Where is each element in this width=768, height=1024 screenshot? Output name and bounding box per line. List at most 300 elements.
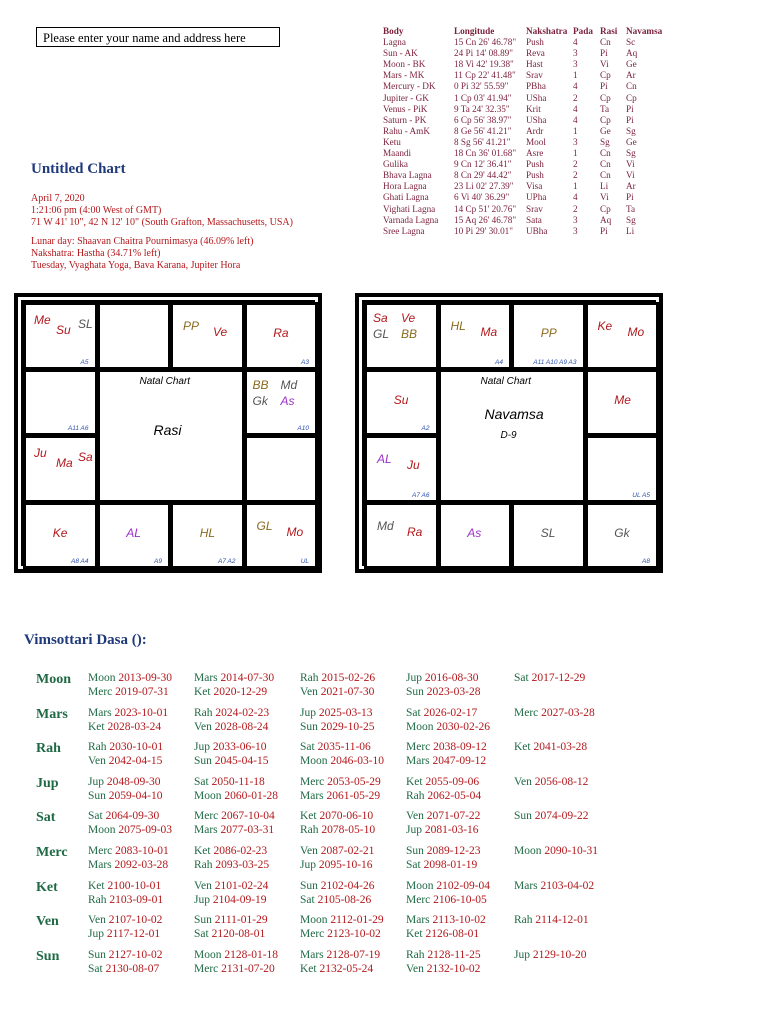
birth-time: 1:21:06 pm (4:00 West of GMT) — [31, 205, 162, 216]
antar-dasa-date: 2078-05-10 — [321, 824, 376, 837]
table-cell: Push — [526, 170, 544, 181]
antar-dasa-planet: Merc — [300, 928, 325, 941]
maha-dasa-label: Moon — [36, 672, 71, 687]
table-cell: 1 — [573, 148, 578, 159]
antar-dasa-planet: Sat — [300, 741, 315, 754]
name-address-input[interactable]: Please enter your name and address here — [36, 27, 280, 47]
antar-dasa-entry — [88, 721, 161, 733]
antar-dasa-entry — [300, 824, 375, 836]
table-header-cell: Nakshatra — [526, 26, 568, 36]
arudha-labels: A7 A6 — [412, 491, 430, 499]
birth-location: 71 W 41' 10", 42 N 12' 10" (South Grafton, Massachusetts, USA) — [31, 217, 293, 228]
house-aquarius — [364, 369, 439, 437]
antar-dasa-planet: Rah — [194, 706, 213, 719]
planet-hl: HL — [199, 525, 216, 540]
antar-dasa-entry — [88, 707, 168, 719]
antar-dasa-date: 2025-03-13 — [318, 706, 373, 719]
antar-dasa-date: 2093-03-25 — [215, 859, 270, 871]
antar-dasa-date: 2107-10-02 — [108, 914, 163, 927]
antar-dasa-entry — [194, 755, 268, 767]
dasa-period-jup — [0, 774, 768, 808]
table-cell: 3 — [573, 214, 578, 225]
arudha-labels: A4 — [495, 358, 503, 366]
table-cell: Aq — [626, 48, 638, 59]
planet-pp: PP — [183, 319, 200, 333]
arudha-labels: A11 A10 A9 A3 — [533, 358, 577, 366]
antar-dasa-date: 2117-12-01 — [106, 928, 161, 941]
planet-ma: Ma — [480, 325, 498, 339]
antar-dasa-date: 2130-08-07 — [105, 962, 160, 975]
dasa-period-sun — [0, 947, 768, 981]
antar-dasa-date: 2027-03-28 — [541, 706, 595, 719]
antar-dasa-entry — [88, 859, 168, 871]
table-cell: Li — [626, 225, 635, 236]
antar-dasa-date: 2038-09-12 — [433, 741, 487, 754]
dasa-period-ven — [0, 912, 768, 946]
antar-dasa-date: 2021-07-30 — [320, 686, 375, 698]
table-cell: 1 Cp 03' 41.94" — [454, 92, 512, 103]
antar-dasa-planet: Rah — [300, 824, 319, 837]
table-cell: Ar — [626, 70, 636, 81]
antar-dasa-entry — [88, 894, 163, 906]
antar-dasa-date: 2077-03-31 — [220, 824, 275, 837]
maha-dasa-label: Sat — [36, 810, 56, 826]
antar-dasa-planet: Rah — [514, 914, 533, 927]
antar-dasa-date: 2071-07-22 — [426, 810, 481, 823]
antar-dasa-planet: Moon — [300, 755, 328, 768]
antar-dasa-entry — [300, 790, 380, 802]
maha-dasa-label: Sun — [36, 948, 60, 964]
antar-dasa-entry — [194, 776, 265, 788]
antar-dasa-planet: Merc — [300, 775, 325, 788]
antar-dasa-date: 2020-12-29 — [213, 686, 268, 698]
planet-mo: Mo — [286, 524, 304, 539]
antar-dasa-planet: Moon — [194, 789, 222, 802]
antar-dasa-planet: Ket — [300, 962, 317, 975]
antar-dasa-entry — [194, 686, 267, 698]
table-cell: Cp — [600, 70, 611, 81]
arudha-labels: A5 — [80, 358, 89, 366]
table-cell: Ge — [626, 136, 637, 147]
table-header-cell: Pada — [573, 26, 593, 36]
table-cell: Jupiter - GK — [383, 92, 429, 103]
planet-sl: SL — [78, 317, 93, 331]
antar-dasa-planet: Jup — [300, 706, 316, 719]
antar-dasa-date: 2123-10-02 — [327, 928, 381, 941]
antar-dasa-date: 2045-04-15 — [214, 755, 269, 768]
antar-dasa-planet: Moon — [514, 845, 542, 857]
antar-dasa-planet: Jup — [300, 859, 316, 871]
house-taurus — [170, 302, 245, 370]
antar-dasa-planet: Mars — [406, 914, 430, 927]
antar-dasa-planet: Merc — [514, 706, 539, 719]
arudha-labels: UL A5 — [632, 491, 650, 499]
antar-dasa-entry — [406, 914, 486, 926]
antar-dasa-date: 2083-10-01 — [115, 845, 169, 857]
antar-dasa-entry — [88, 810, 159, 822]
house-scorpio — [97, 502, 172, 570]
antar-dasa-planet: Sun — [514, 810, 532, 823]
table-cell: Mars - MK — [383, 70, 425, 81]
antar-dasa-entry — [406, 949, 481, 961]
antar-dasa-date: 2114-12-01 — [535, 914, 589, 927]
table-cell: 11 Cp 22' 41.48" — [454, 70, 516, 81]
antar-dasa-entry — [88, 790, 162, 802]
dasa-period-merc — [0, 843, 768, 877]
antar-dasa-planet: Jup — [406, 672, 422, 684]
table-cell: Vi — [626, 170, 635, 181]
table-cell: Krit — [526, 103, 541, 114]
antar-dasa-date: 2128-07-19 — [326, 948, 381, 961]
planet-as: As — [280, 393, 295, 408]
table-cell: 0 Pi 32' 55.59" — [454, 81, 509, 92]
antar-dasa-planet: Merc — [406, 741, 431, 754]
house-capricorn — [23, 435, 98, 503]
house-leo — [585, 435, 660, 503]
antar-dasa-date: 2017-12-29 — [531, 672, 586, 684]
antar-dasa-planet: Ket — [194, 845, 211, 857]
antar-dasa-planet: Ven — [88, 755, 106, 768]
planet-su: Su — [56, 323, 71, 337]
antar-dasa-date: 2074-09-22 — [534, 810, 589, 823]
antar-dasa-date: 2023-03-28 — [426, 686, 481, 698]
planet-sl: SL — [540, 525, 556, 540]
table-cell: Pi — [600, 225, 608, 236]
table-cell: Sg — [600, 136, 610, 147]
antar-dasa-entry — [514, 949, 587, 961]
table-cell: Cp — [600, 114, 611, 125]
antar-dasa-entry — [406, 894, 487, 906]
antar-dasa-planet: Jup — [88, 928, 104, 941]
antar-dasa-entry — [88, 755, 162, 767]
antar-dasa-date: 2028-03-24 — [107, 720, 162, 733]
table-cell: Cn — [600, 159, 611, 170]
antar-dasa-planet: Sun — [194, 914, 212, 927]
arudha-labels: A11 A6 — [67, 425, 89, 432]
table-cell: UBha — [526, 225, 548, 236]
antar-dasa-planet: Rah — [406, 789, 425, 802]
antar-dasa-planet: Sat — [194, 775, 209, 788]
table-cell: 6 Cp 56' 38.97" — [454, 114, 512, 125]
antar-dasa-entry — [88, 880, 161, 892]
table-cell: Rahu - AmK — [383, 125, 430, 136]
antar-dasa-entry — [300, 845, 374, 857]
antar-dasa-date: 2024-02-23 — [215, 706, 270, 719]
table-cell: 18 Cn 36' 01.68" — [454, 148, 517, 159]
antar-dasa-planet: Mars — [88, 706, 112, 719]
antar-dasa-planet: Moon — [88, 672, 116, 684]
table-cell: 2 — [573, 159, 578, 170]
planet-md: Md — [280, 377, 298, 392]
antar-dasa-planet: Sun — [406, 686, 424, 698]
table-cell: Srav — [526, 203, 543, 214]
antar-dasa-entry — [406, 672, 479, 684]
table-cell: Mool — [526, 136, 546, 147]
antar-dasa-date: 2029-10-25 — [320, 720, 375, 733]
table-cell: 1 — [573, 181, 578, 192]
antar-dasa-entry — [194, 928, 265, 940]
dasa-period-rah — [0, 739, 768, 773]
antar-dasa-entry — [514, 845, 598, 857]
table-cell: 8 Sg 56' 41.21" — [454, 136, 511, 147]
antar-dasa-planet: Sun — [300, 879, 318, 892]
antar-dasa-planet: Sat — [88, 810, 103, 823]
table-cell: Vi — [600, 192, 609, 203]
house-libra — [170, 502, 245, 570]
antar-dasa-date: 2132-10-02 — [426, 962, 481, 975]
antar-dasa-date: 2102-04-26 — [320, 879, 375, 892]
antar-dasa-planet: Ket — [406, 775, 423, 788]
antar-dasa-planet: Mars — [514, 879, 538, 892]
table-cell: 18 Vi 42' 19.38" — [454, 59, 514, 70]
antar-dasa-date: 2061-05-29 — [326, 789, 381, 802]
table-cell: Push — [526, 37, 544, 48]
table-cell: 6 Vi 40' 36.29" — [454, 192, 510, 203]
table-cell: Gulika — [383, 159, 409, 170]
antar-dasa-planet: Ven — [300, 686, 318, 698]
antar-dasa-date: 2060-01-28 — [224, 789, 279, 802]
antar-dasa-planet: Sun — [88, 948, 106, 961]
table-cell: 9 Cn 12' 36.41" — [454, 159, 512, 170]
antar-dasa-entry — [194, 721, 268, 733]
house-gemini — [244, 302, 319, 370]
arudha-labels: A10 — [297, 425, 309, 432]
antar-dasa-entry — [406, 859, 477, 871]
maha-dasa-label: Rah — [36, 741, 61, 757]
planet-sa: Sa — [78, 450, 93, 464]
antar-dasa-planet: Sat — [88, 962, 103, 975]
arudha-labels: A8 A4 — [71, 558, 89, 565]
antar-dasa-entry — [514, 741, 587, 753]
antar-dasa-planet: Sun — [88, 789, 106, 802]
antar-dasa-entry — [194, 845, 267, 857]
house-sagittarius — [364, 502, 439, 570]
antar-dasa-entry — [88, 824, 172, 836]
table-cell: 3 — [573, 59, 578, 70]
antar-dasa-date: 2120-08-01 — [211, 928, 266, 941]
antar-dasa-date: 2081-03-16 — [424, 824, 479, 837]
arudha-labels: A3 — [301, 358, 309, 366]
table-cell: Li — [600, 181, 609, 192]
antar-dasa-entry — [406, 721, 490, 733]
table-cell: Pi — [600, 81, 608, 92]
house-virgo — [244, 502, 319, 570]
house-taurus — [511, 302, 586, 370]
table-cell: 8 Ge 56' 41.21" — [454, 125, 512, 136]
antar-dasa-date: 2019-07-31 — [115, 686, 169, 698]
planet-su: Su — [393, 392, 409, 407]
house-cancer — [244, 369, 319, 437]
house-gemini — [585, 302, 660, 370]
table-cell: Vi — [626, 159, 635, 170]
planet-hl: HL — [450, 319, 466, 333]
antar-dasa-planet: Ket — [406, 928, 423, 941]
antar-dasa-date: 2128-01-18 — [224, 948, 279, 961]
planet-ve: Ve — [213, 325, 228, 339]
antar-dasa-planet: Moon — [406, 720, 434, 733]
antar-dasa-planet: Ven — [194, 879, 212, 892]
table-cell: Pi — [626, 103, 634, 114]
antar-dasa-date: 2127-10-02 — [108, 948, 163, 961]
antar-dasa-entry — [300, 963, 373, 975]
table-cell: 24 Pi 14' 08.89" — [454, 48, 514, 59]
antar-dasa-entry — [300, 686, 374, 698]
antar-dasa-date: 2100-10-01 — [107, 879, 162, 892]
table-cell: Cp — [600, 92, 611, 103]
antar-dasa-planet: Mars — [88, 859, 112, 871]
chart-center-label: Natal Chart — [139, 375, 191, 387]
dasa-period-moon — [0, 670, 768, 704]
antar-dasa-entry — [406, 810, 480, 822]
planet-sa: Sa — [373, 311, 388, 325]
antar-dasa-entry — [194, 880, 268, 892]
table-cell: Cp — [600, 203, 611, 214]
table-cell: Ar — [626, 181, 636, 192]
antar-dasa-date: 2075-09-03 — [118, 824, 173, 837]
antar-dasa-date: 2050-11-18 — [211, 775, 265, 788]
antar-dasa-planet: Mars — [406, 755, 430, 768]
antar-dasa-entry — [406, 741, 487, 753]
antar-dasa-date: 2112-01-29 — [330, 914, 384, 927]
planet-pp: PP — [540, 326, 557, 341]
antar-dasa-date: 2046-03-10 — [330, 755, 385, 768]
antar-dasa-planet: Jup — [88, 775, 104, 788]
antar-dasa-date: 2015-02-26 — [321, 672, 376, 684]
table-cell: Ta — [626, 203, 636, 214]
antar-dasa-date: 2128-11-25 — [427, 948, 481, 961]
antar-dasa-date: 2042-04-15 — [108, 755, 163, 768]
table-cell: Pi — [626, 114, 634, 125]
antar-dasa-entry — [406, 686, 480, 698]
table-cell: 4 — [573, 192, 578, 203]
house-sagittarius — [23, 502, 98, 570]
planet-as: As — [467, 525, 482, 540]
antar-dasa-entry — [300, 859, 373, 871]
arudha-labels: A8 — [642, 558, 650, 565]
table-cell: Cp — [626, 92, 637, 103]
antar-dasa-entry — [406, 880, 490, 892]
antar-dasa-date: 2089-12-23 — [426, 845, 481, 857]
antar-dasa-entry — [514, 776, 588, 788]
antar-dasa-planet: Merc — [194, 962, 219, 975]
antar-dasa-planet: Moon — [300, 914, 328, 927]
house-aquarius — [23, 369, 98, 437]
antar-dasa-entry — [406, 845, 480, 857]
house-libra — [511, 502, 586, 570]
arudha-labels: A9 — [154, 558, 162, 565]
antar-dasa-planet: Ven — [194, 720, 212, 733]
house-leo — [244, 435, 319, 503]
table-cell: Sg — [626, 125, 636, 136]
antar-dasa-date: 2062-05-04 — [427, 789, 482, 802]
antar-dasa-planet: Ket — [194, 686, 211, 698]
planet-gk: Gk — [252, 393, 268, 408]
antar-dasa-planet: Merc — [88, 845, 113, 857]
table-cell: 14 Cp 51' 20.76" — [454, 203, 517, 214]
table-cell: Srav — [526, 70, 543, 81]
antar-dasa-entry — [406, 824, 479, 836]
antar-dasa-planet: Jup — [514, 948, 530, 961]
antar-dasa-planet: Moon — [194, 948, 222, 961]
planet-al: AL — [126, 525, 141, 540]
house-virgo — [585, 502, 660, 570]
table-cell: Moon - BK — [383, 59, 426, 70]
table-cell: 4 — [573, 37, 578, 48]
table-cell: Push — [526, 159, 544, 170]
table-cell: Ketu — [383, 136, 401, 147]
table-cell: Ardr — [526, 125, 544, 136]
antar-dasa-entry — [300, 672, 375, 684]
antar-dasa-planet: Rah — [194, 859, 213, 871]
antar-dasa-entry — [300, 894, 371, 906]
chart-title: Untitled Chart — [31, 161, 126, 177]
table-cell: Cn — [626, 81, 637, 92]
antar-dasa-date: 2131-07-20 — [221, 962, 275, 975]
antar-dasa-date: 2026-02-17 — [423, 706, 478, 719]
weekday-info: Tuesday, Vyaghata Yoga, Bava Karana, Jupiter Hora — [31, 260, 241, 271]
table-cell: Hora Lagna — [383, 181, 427, 192]
planet-mo: Mo — [627, 325, 645, 339]
antar-dasa-entry — [88, 845, 169, 857]
antar-dasa-entry — [514, 672, 585, 684]
antar-dasa-entry — [300, 949, 380, 961]
antar-dasa-entry — [300, 810, 373, 822]
table-cell: Sc — [626, 37, 636, 48]
table-header-cell: Longitude — [454, 26, 495, 36]
antar-dasa-entry — [194, 859, 269, 871]
table-cell: 3 — [573, 225, 578, 236]
antar-dasa-planet: Rah — [88, 893, 107, 906]
antar-dasa-date: 2047-09-12 — [432, 755, 487, 768]
antar-dasa-planet: Sun — [194, 755, 212, 768]
table-cell: Asre — [526, 148, 544, 159]
table-header-cell: Body — [383, 26, 404, 36]
antar-dasa-date: 2105-08-26 — [317, 893, 372, 906]
table-cell: 4 — [573, 103, 578, 114]
antar-dasa-entry — [300, 928, 381, 940]
table-cell: Hast — [526, 59, 543, 70]
antar-dasa-date: 2103-04-02 — [540, 879, 595, 892]
chart-center — [438, 369, 586, 503]
antar-dasa-entry — [406, 755, 486, 767]
antar-dasa-entry — [406, 790, 481, 802]
table-cell: 10 Pi 29' 30.01" — [454, 225, 514, 236]
chart-center-name: Rasi — [153, 421, 182, 438]
table-cell: Pi — [626, 192, 634, 203]
chart-center-label: Natal Chart — [480, 375, 532, 387]
table-cell: Reva — [526, 48, 545, 59]
antar-dasa-entry — [300, 776, 381, 788]
maha-dasa-label: Ket — [36, 879, 58, 895]
antar-dasa-entry — [300, 880, 374, 892]
antar-dasa-planet: Sat — [406, 859, 421, 871]
table-cell: Sree Lagna — [383, 225, 425, 236]
planet-md: Md — [377, 518, 394, 533]
antar-dasa-date: 2104-09-19 — [212, 893, 267, 906]
planet-me: Me — [34, 313, 51, 327]
planet-ke: Ke — [52, 525, 68, 540]
antar-dasa-entry — [194, 810, 275, 822]
antar-dasa-date: 2090-10-31 — [544, 845, 599, 857]
dasa-period-sat — [0, 808, 768, 842]
antar-dasa-planet: Jup — [406, 824, 422, 837]
table-cell: 9 Ta 24' 32.35" — [454, 103, 510, 114]
antar-dasa-planet: Ket — [88, 720, 105, 733]
antar-dasa-date: 2064-09-30 — [105, 810, 160, 823]
planet-ve: Ve — [401, 311, 416, 325]
house-capricorn — [364, 435, 439, 503]
chart-center-sub: D-9 — [500, 429, 517, 441]
